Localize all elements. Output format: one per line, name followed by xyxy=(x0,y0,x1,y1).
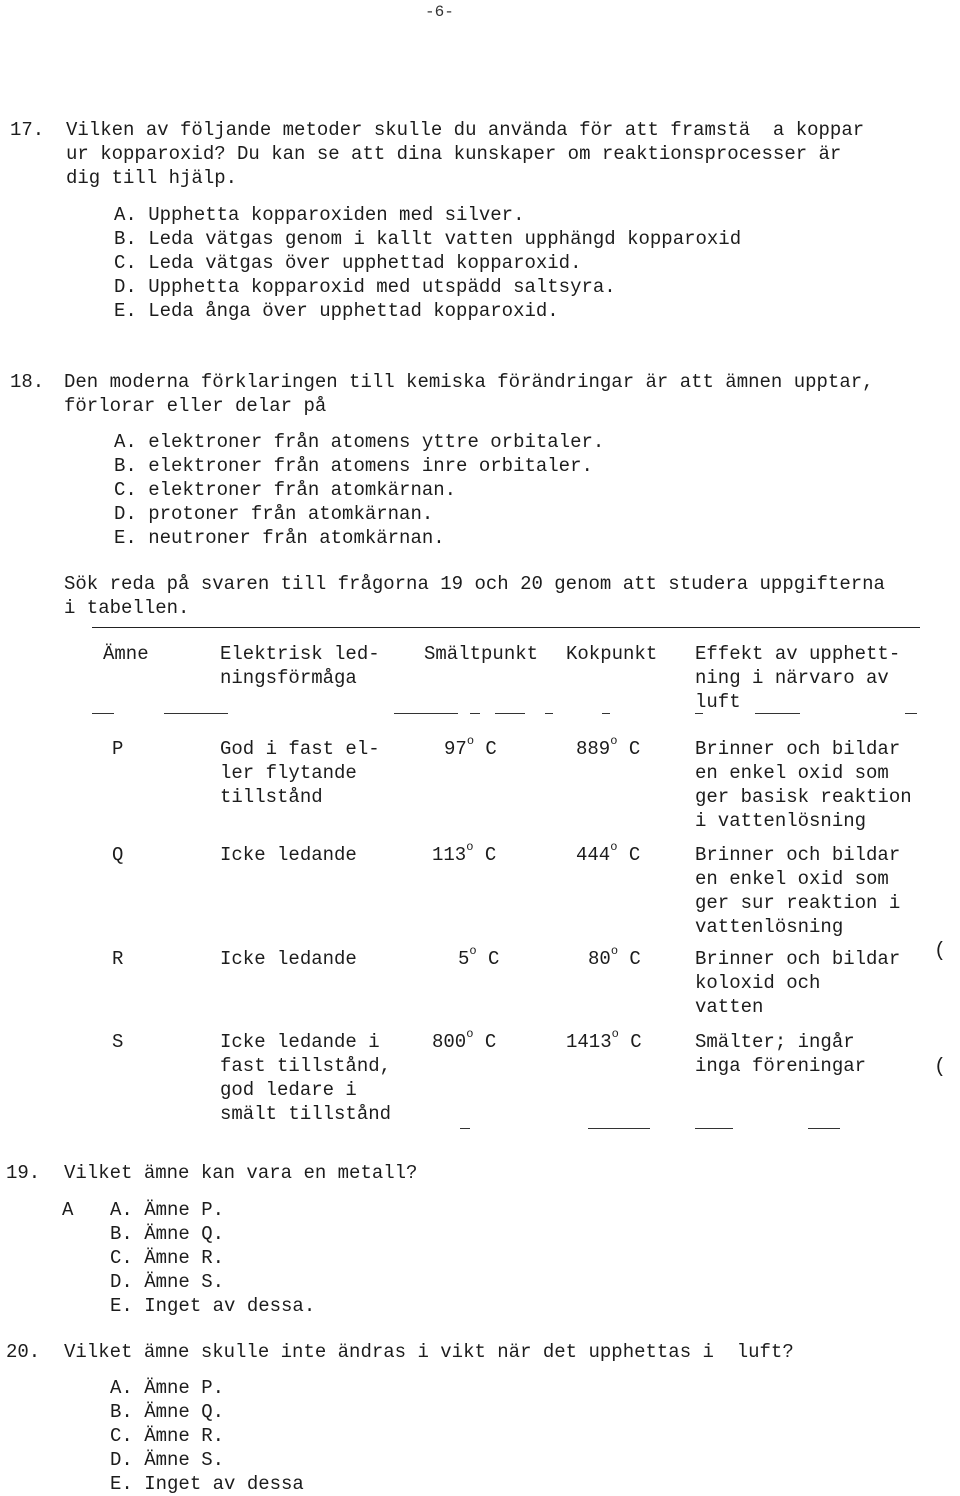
header-rule-segment xyxy=(545,713,553,714)
header-rule-segment xyxy=(755,713,800,714)
row-q-eff-line4: vattenlösning xyxy=(695,916,844,938)
row-q-amne: Q xyxy=(112,844,124,866)
degree-unit: C xyxy=(485,738,497,760)
q19-number: 19. xyxy=(6,1162,41,1184)
q20-option-e: E. Inget av dessa xyxy=(110,1473,304,1495)
q17-option-b: B. Leda vätgas genom i kallt vatten upphängd kopparoxid xyxy=(114,228,742,250)
row-q-kokpunkt xyxy=(576,840,641,867)
row-p-eff-line3: ger basisk reaktion xyxy=(695,786,912,808)
row-p-el-line1: God i fast el- xyxy=(220,738,380,760)
q17-text-line2: ur kopparoxid? Du kan se att dina kunskaper om reaktionsprocesser är xyxy=(66,143,842,165)
row-p-amne: P xyxy=(112,738,124,760)
row-p-eff-line1: Brinner och bildar xyxy=(695,738,901,760)
row-r-smalt-value: 5 xyxy=(458,948,470,970)
header-effekt-line3: luft xyxy=(695,691,741,713)
row-p-kokpunkt xyxy=(576,734,641,761)
q18-option-b: B. elektroner från atomens inre orbitaler. xyxy=(114,455,593,477)
header-effekt-line1: Effekt av upphett- xyxy=(695,643,901,665)
q18-text-line2: förlorar eller delar på xyxy=(64,395,327,417)
bottom-rule-segment xyxy=(460,1128,470,1129)
row-s-kokpunkt xyxy=(566,1027,642,1054)
row-r-kokpunkt xyxy=(588,944,641,971)
row-r-el-line1: Icke ledande xyxy=(220,948,357,970)
degree-unit: C xyxy=(484,1031,497,1053)
degree-sign: o xyxy=(466,734,475,748)
header-amne: Ämne xyxy=(103,643,149,665)
row-r-amne: R xyxy=(112,948,124,970)
q17-option-d: D. Upphetta kopparoxid med utspädd saltsyra. xyxy=(114,276,616,298)
header-kokpunkt: Kokpunkt xyxy=(566,643,658,665)
row-p-kok-value: 889 xyxy=(576,738,611,760)
degree-sign: o xyxy=(610,944,619,958)
header-rule-segment xyxy=(92,713,114,714)
row-s-amne: S xyxy=(112,1031,124,1053)
bottom-rule-segment xyxy=(695,1128,733,1129)
q17-number: 17. xyxy=(10,119,45,141)
margin-bracket: ( xyxy=(934,1056,947,1079)
degree-unit: C xyxy=(484,844,497,866)
q20-number: 20. xyxy=(6,1341,41,1363)
instruction-line2: i tabellen. xyxy=(64,597,190,619)
row-s-smaltpunkt xyxy=(432,1027,497,1054)
degree-unit: C xyxy=(630,1031,642,1053)
row-p-el-line3: tillstånd xyxy=(220,786,323,808)
row-q-eff-line1: Brinner och bildar xyxy=(695,844,901,866)
q17-text-line3: dig till hjälp. xyxy=(66,167,238,189)
row-r-kok-value: 80 xyxy=(588,948,611,970)
row-s-eff-line1: Smälter; ingår xyxy=(695,1031,855,1053)
q18-option-e: E. neutroner från atomkärnan. xyxy=(114,527,445,549)
q20-option-d: D. Ämne S. xyxy=(110,1449,225,1471)
q18-number: 18. xyxy=(10,371,45,393)
degree-unit: C xyxy=(488,948,500,970)
row-s-el-line2: fast tillstånd, xyxy=(220,1055,392,1077)
header-smaltpunkt: Smältpunkt xyxy=(424,643,539,665)
q17-text-line1: Vilken av följande metoder skulle du använda för att framstä a koppar xyxy=(66,119,865,141)
header-effekt-line2: ning i närvaro av xyxy=(695,667,889,689)
row-p-smalt-value: 97 xyxy=(444,738,467,760)
q18-text-line1: Den moderna förklaringen till kemiska förändringar är att ämnen upptar, xyxy=(64,371,874,393)
margin-bracket: ( xyxy=(934,940,947,963)
q19-option-c: C. Ämne R. xyxy=(110,1247,225,1269)
bottom-rule-segment xyxy=(808,1128,840,1129)
degree-unit: C xyxy=(628,844,641,866)
row-s-el-line4: smält tillstånd xyxy=(220,1103,392,1125)
header-rule-segment xyxy=(602,713,610,714)
degree-unit: C xyxy=(629,948,641,970)
page-number: -6- xyxy=(425,3,454,21)
header-el-line2: ningsförmåga xyxy=(220,667,357,689)
q19-text: Vilket ämne kan vara en metall? xyxy=(64,1162,418,1184)
row-s-el-line3: god ledare i xyxy=(220,1079,357,1101)
q17-option-c: C. Leda vätgas över upphettad kopparoxid. xyxy=(114,252,582,274)
row-r-eff-line2: koloxid och xyxy=(695,972,821,994)
q17-option-e: E. Leda ånga över upphettad kopparoxid. xyxy=(114,300,559,322)
table-top-rule xyxy=(92,627,920,628)
q20-text: Vilket ämne skulle inte ändras i vikt när det upphettas i luft? xyxy=(64,1341,794,1363)
row-s-eff-line2: inga föreningar xyxy=(695,1055,867,1077)
q18-option-c: C. elektroner från atomkärnan. xyxy=(114,479,457,501)
header-rule-segment xyxy=(394,713,458,714)
degree-sign: o xyxy=(466,1027,474,1041)
row-p-eff-line2: en enkel oxid som xyxy=(695,762,889,784)
header-rule-segment xyxy=(495,713,525,714)
row-p-smaltpunkt xyxy=(444,734,497,761)
q20-option-b: B. Ämne Q. xyxy=(110,1401,225,1423)
q19-option-a: A. Ämne P. xyxy=(110,1199,225,1221)
row-q-el-line1: Icke ledande xyxy=(220,844,357,866)
header-rule-segment xyxy=(470,713,480,714)
q18-option-d: D. protoner från atomkärnan. xyxy=(114,503,434,525)
row-q-smaltpunkt xyxy=(432,840,497,867)
row-p-el-line2: ler flytande xyxy=(220,762,357,784)
q19-option-d: D. Ämne S. xyxy=(110,1271,225,1293)
degree-sign: o xyxy=(611,1027,619,1041)
row-q-kok-value: 444 xyxy=(576,844,611,866)
degree-unit: C xyxy=(628,738,641,760)
header-rule-segment xyxy=(164,713,228,714)
header-rule-segment xyxy=(905,713,917,714)
row-r-eff-line1: Brinner och bildar xyxy=(695,948,901,970)
degree-sign: o xyxy=(610,840,618,854)
header-el-line1: Elektrisk led- xyxy=(220,643,380,665)
q20-option-a: A. Ämne P. xyxy=(110,1377,225,1399)
row-p-eff-line4: i vattenlösning xyxy=(695,810,867,832)
q18-option-a: A. elektroner från atomens yttre orbitaler. xyxy=(114,431,605,453)
bottom-rule-segment xyxy=(588,1128,650,1129)
degree-sign: o xyxy=(469,944,477,958)
degree-sign: o xyxy=(610,734,618,748)
q19-option-b: B. Ämne Q. xyxy=(110,1223,225,1245)
q20-option-c: C. Ämne R. xyxy=(110,1425,225,1447)
q17-option-a: A. Upphetta kopparoxiden med silver. xyxy=(114,204,525,226)
q19-margin-mark: A xyxy=(62,1199,74,1221)
row-q-eff-line2: en enkel oxid som xyxy=(695,868,889,890)
row-r-smaltpunkt xyxy=(458,944,500,971)
header-rule-segment xyxy=(695,713,703,714)
row-s-kok-value: 1413 xyxy=(566,1031,612,1053)
row-r-eff-line3: vatten xyxy=(695,996,764,1018)
row-s-el-line1: Icke ledande i xyxy=(220,1031,380,1053)
degree-sign: o xyxy=(466,840,474,854)
instruction-line1: Sök reda på svaren till frågorna 19 och 20 genom att studera uppgifterna xyxy=(64,573,885,595)
row-s-smalt-value: 800 xyxy=(432,1031,467,1053)
row-q-smalt-value: 113 xyxy=(432,844,467,866)
q19-option-e: E. Inget av dessa. xyxy=(110,1295,316,1317)
row-q-eff-line3: ger sur reaktion i xyxy=(695,892,901,914)
